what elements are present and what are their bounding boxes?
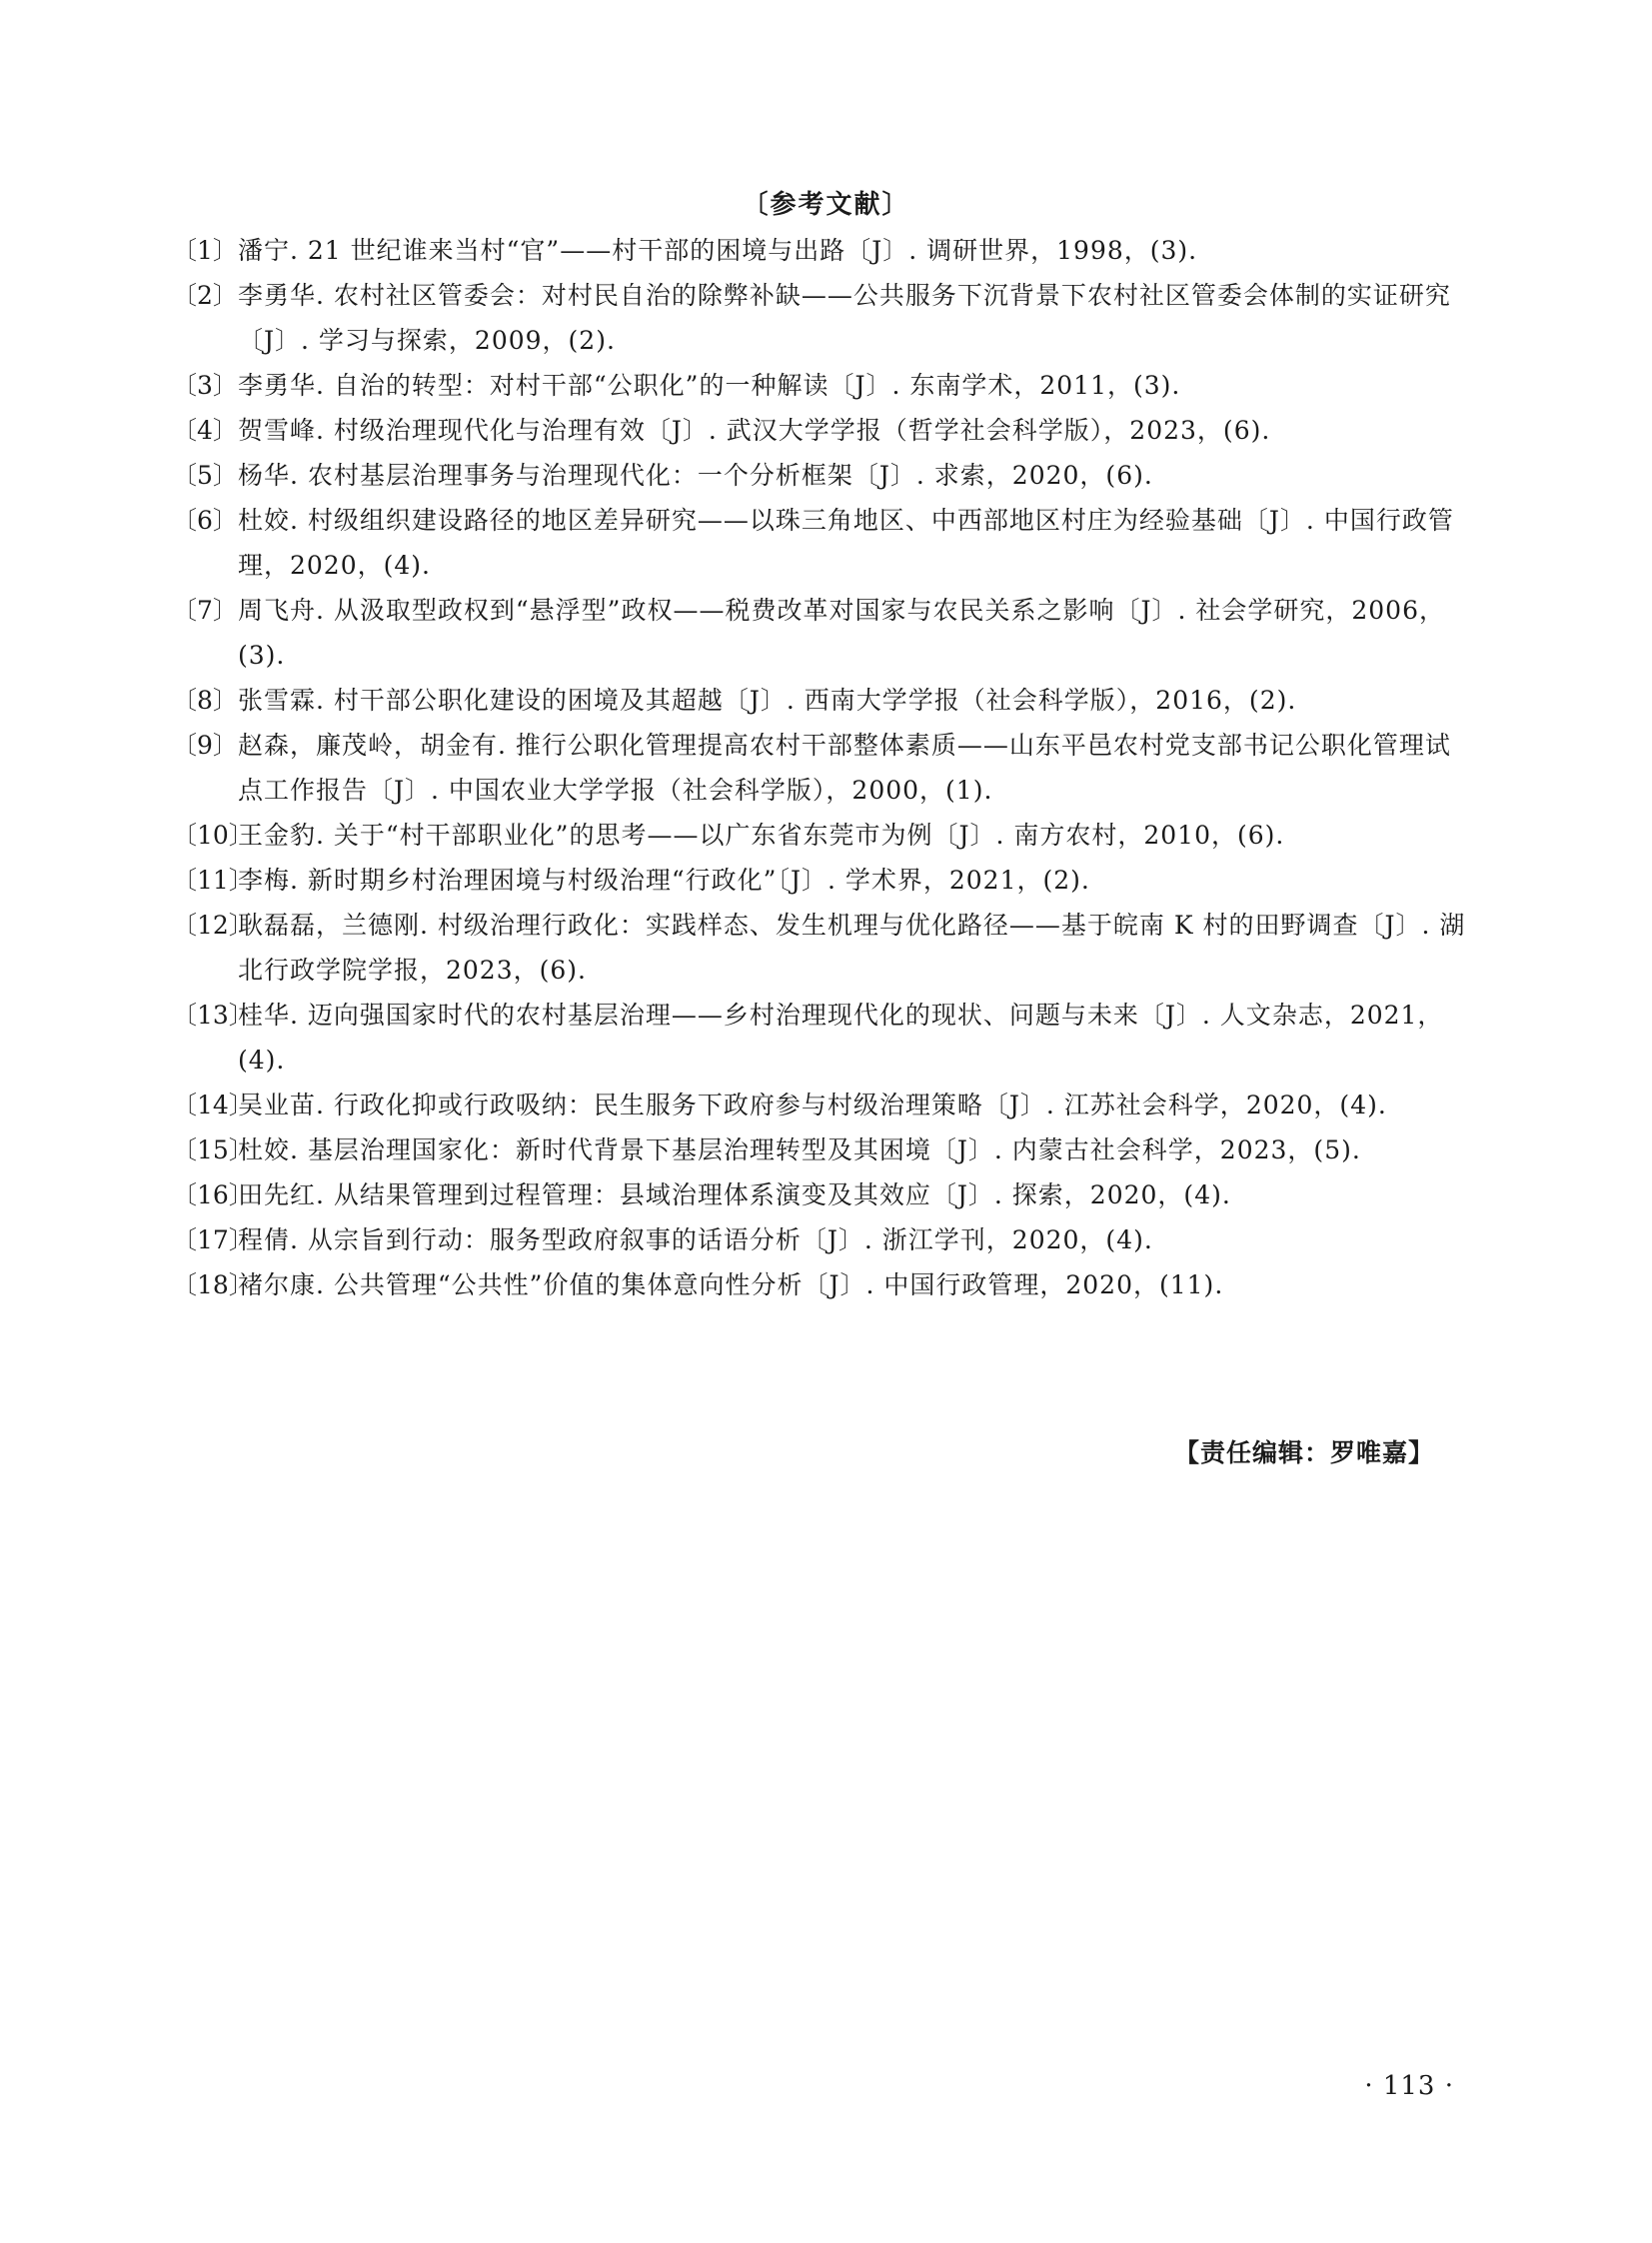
reference-number: 〔7〕 — [172, 596, 238, 625]
reference-number: 〔3〕 — [172, 371, 238, 400]
reference-number: 〔2〕 — [172, 281, 238, 310]
reference-text: 程倩. 从宗旨到行动：服务型政府叙事的话语分析〔J〕. 浙江学刊，2020，(4). — [238, 1225, 1153, 1254]
page-number: · 113 · — [1364, 2071, 1454, 2101]
reference-item — [172, 1127, 1471, 1172]
reference-item — [172, 678, 1471, 723]
reference-item — [172, 498, 1471, 588]
reference-number: 〔18〕 — [172, 1270, 254, 1299]
reference-text: 耿磊磊，兰德刚. 村级治理行政化：实践样态、发生机理与优化路径——基于皖南 K 村的田野调查〔J〕. 湖北行政学院学报，2023，(6). — [238, 911, 1466, 985]
reference-number: 〔9〕 — [172, 731, 238, 760]
reference-text: 周飞舟. 从汲取型政权到“悬浮型”政权——税费改革对国家与农民关系之影响〔J〕. 社会学研究，2006，(3). — [238, 596, 1445, 670]
reference-item — [172, 588, 1471, 678]
reference-text: 杜姣. 基层治理国家化：新时代背景下基层治理转型及其困境〔J〕. 内蒙古社会科学，2023，(5). — [238, 1135, 1361, 1164]
reference-text: 潘宁. 21 世纪谁来当村“官”——村干部的困境与出路〔J〕. 调研世界，1998，(3). — [238, 236, 1198, 265]
reference-list — [172, 228, 1471, 1307]
reference-item — [172, 363, 1471, 408]
reference-text: 赵森，廉茂岭，胡金有. 推行公职化管理提高农村干部整体素质——山东平邑农村党支部书记公职化管理试点工作报告〔J〕. 中国农业大学学报（社会科学版），2000，(1). — [238, 731, 1451, 805]
reference-number: 〔12〕 — [172, 911, 254, 940]
reference-number: 〔17〕 — [172, 1225, 254, 1254]
reference-number: 〔1〕 — [172, 236, 238, 265]
reference-item — [172, 1172, 1471, 1217]
reference-number: 〔10〕 — [172, 821, 254, 850]
reference-text: 桂华. 迈向强国家时代的农村基层治理——乡村治理现代化的现状、问题与未来〔J〕. 人文杂志，2021，(4). — [238, 1001, 1444, 1075]
reference-text: 杜姣. 村级组织建设路径的地区差异研究——以珠三角地区、中西部地区村庄为经验基础〔J〕. 中国行政管理，2020，(4). — [238, 506, 1454, 580]
reference-text: 田先红. 从结果管理到过程管理：县域治理体系演变及其效应〔J〕. 探索，2020，(4). — [238, 1180, 1231, 1209]
reference-number: 〔13〕 — [172, 1001, 254, 1030]
reference-text: 张雪霖. 村干部公职化建设的困境及其超越〔J〕. 西南大学学报（社会科学版），2016，(2). — [238, 686, 1297, 715]
responsible-editor-note: 【责任编辑：罗唯嘉】 — [1173, 1438, 1434, 1467]
reference-item — [172, 813, 1471, 858]
reference-number: 〔11〕 — [172, 866, 254, 895]
reference-item — [172, 1262, 1471, 1307]
reference-item — [172, 408, 1471, 453]
reference-number: 〔8〕 — [172, 686, 238, 715]
reference-item — [172, 903, 1471, 993]
reference-text: 褚尔康. 公共管理“公共性”价值的集体意向性分析〔J〕. 中国行政管理，2020，(11). — [238, 1270, 1224, 1299]
reference-item — [172, 273, 1471, 363]
reference-number: 〔6〕 — [172, 506, 238, 535]
reference-text: 杨华. 农村基层治理事务与治理现代化：一个分析框架〔J〕. 求索，2020，(6). — [238, 461, 1153, 490]
reference-text: 李勇华. 自治的转型：对村干部“公职化”的一种解读〔J〕. 东南学术，2011，(3). — [238, 371, 1181, 400]
reference-item — [172, 858, 1471, 903]
reference-number: 〔4〕 — [172, 416, 238, 445]
reference-text: 王金豹. 关于“村干部职业化”的思考——以广东省东莞市为例〔J〕. 南方农村，2010，(6). — [238, 821, 1285, 850]
reference-text: 李梅. 新时期乡村治理困境与村级治理“行政化”〔J〕. 学术界，2021，(2). — [238, 866, 1090, 895]
reference-number: 〔14〕 — [172, 1091, 254, 1120]
reference-item — [172, 723, 1471, 813]
reference-number: 〔15〕 — [172, 1135, 254, 1164]
reference-item — [172, 1083, 1471, 1127]
reference-number: 〔16〕 — [172, 1180, 254, 1209]
reference-item — [172, 228, 1471, 273]
reference-number: 〔5〕 — [172, 461, 238, 490]
reference-item — [172, 1217, 1471, 1262]
reference-text: 吴业苗. 行政化抑或行政吸纳：民生服务下政府参与村级治理策略〔J〕. 江苏社会科学，2020，(4). — [238, 1091, 1387, 1120]
reference-text: 李勇华. 农村社区管委会：对村民自治的除弊补缺——公共服务下沉背景下农村社区管委会体制的实证研究〔J〕. 学习与探索，2009，(2). — [238, 281, 1451, 355]
reference-item — [172, 453, 1471, 498]
reference-text: 贺雪峰. 村级治理现代化与治理有效〔J〕. 武汉大学学报（哲学社会科学版），2023，(6). — [238, 416, 1271, 445]
reference-item — [172, 993, 1471, 1083]
references-heading: 〔参考文献〕 — [742, 190, 910, 220]
